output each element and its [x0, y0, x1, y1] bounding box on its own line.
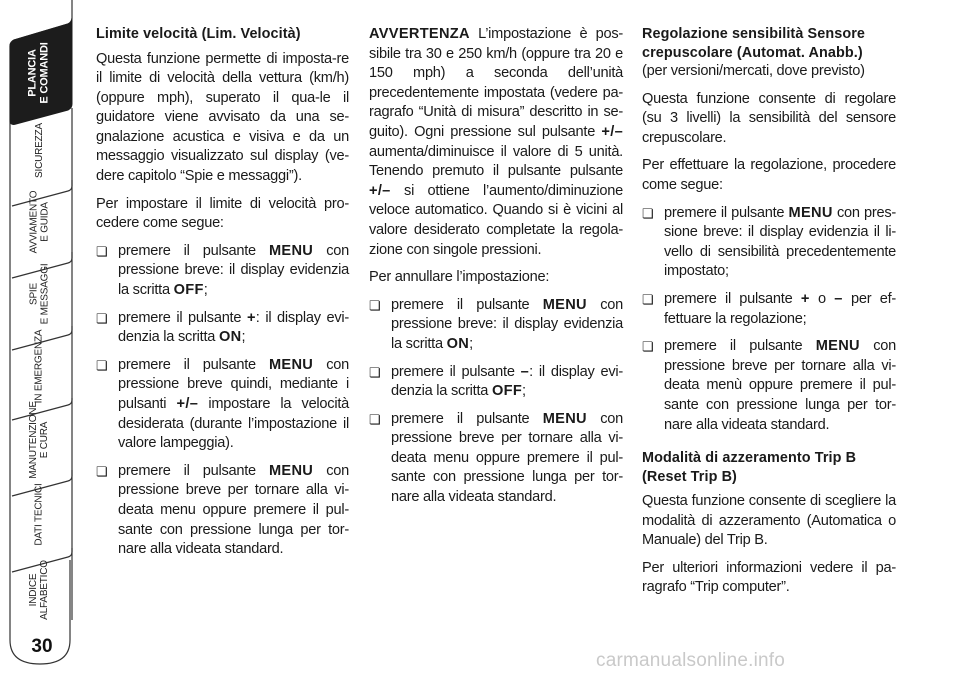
list-item: ❏ premere il pulsante + o – per ef-fettuare la regolazione;	[642, 290, 896, 329]
watermark: carmanualsonline.info	[596, 650, 786, 671]
paragraph: Per effettuare la regolazione, procedere come segue:	[642, 157, 896, 193]
list-item: ❏ premere il pulsante MENU con pressione breve: il display evidenzia la scritta ON;	[369, 296, 623, 355]
tab-plancia-e-comandi[interactable]: PLANCIA E COMANDI	[27, 42, 51, 104]
column-speed-limit	[96, 25, 349, 568]
paragraph: Questa funzione consente di regolare (su 3 livelli) la sensibilità del sensore crepuscolare.	[642, 90, 896, 146]
column-twilight-sensor	[642, 25, 896, 606]
list-item: ❏ premere il pulsante +: il display evi-denzia la scritta ON;	[96, 309, 349, 348]
warning-title: AVVERTENZA	[369, 26, 470, 42]
section-title-speed-limit: Limite velocità (Lim. Velocità)	[96, 26, 301, 42]
list-item: ❏ premere il pulsante MENU con pressione breve per tornare alla vi-deata menù oppure premere il pul-sante con pressione lunga per tor-nare alla videata standard.	[642, 337, 896, 435]
list-item: ❏ premere il pulsante MENU con pressione breve per tornare alla vi-deata menu oppure premere il pul-sante con pressione lunga per tor-nare alla videata standard.	[369, 410, 623, 508]
page-number: 30	[31, 636, 53, 657]
column-warning	[369, 25, 623, 516]
tab-indice-alfabetico[interactable]: INDICE ALFABETICO	[28, 560, 50, 620]
tab-spie-e-messaggi[interactable]: SPIE E MESSAGGI	[27, 263, 50, 325]
list-item: ❏ premere il pulsante MENU con pressione breve per tornare alla vi-deata menu oppure premere il pul-sante con pressione lunga per tor-nare alla videata standard.	[96, 462, 349, 560]
paragraph: Per ulteriori informazioni vedere il pa-ragrafo “Trip computer”.	[642, 559, 896, 596]
warning-paragraph: AVVERTENZA L’impostazione è pos-sibile tra 30 e 250 km/h (oppure tra 20 e 150 mph) a seconda dell’unità precedentemente impostata (vedere pa-ragrafo “Unità di misura” descritto in se-guito). Ogni pressione sul pulsante +/– aumenta/diminuisce il valore di 5 unità. Tenendo premuto il pulsante pulsante +/– si ottiene l’aumento/diminuzione veloce automatico. Quando si è vicini al valore desiderato completate la regola-zione con singole pressioni.	[369, 26, 623, 258]
list-item: ❏ premere il pulsante MENU con pres-sione breve: il display evidenzia il li-vello di sensibilità precedentemente impostato;	[642, 204, 896, 282]
section-subtitle: (per versioni/mercati, dove previsto)	[642, 63, 865, 79]
section-title-trip-reset: Modalità di azzeramento Trip B (Reset Trip B)	[642, 450, 857, 485]
tab-in-emergenza[interactable]: IN EMERGENZA	[33, 329, 45, 403]
tab-sicurezza[interactable]: SICUREZZA	[33, 122, 45, 178]
paragraph: Per annullare l’impostazione:	[369, 269, 550, 286]
paragraph: Per impostare il limite di velocità pro-cedere come segue:	[96, 195, 349, 232]
steps-list	[642, 204, 896, 436]
tab-manutenzione-e-cura[interactable]: MANUTENZIONE E CURA	[28, 401, 51, 479]
steps-list	[96, 242, 349, 560]
tab-dati-tecnici[interactable]: DATI TECNICI	[33, 482, 45, 546]
paragraph: Questa funzione permette di imposta-re il limite di velocità della vettura (km/h) (oppure mph), superato il qua-le il guidatore viene avvisato da una se-gnalazione acustica e visiva e da un messaggio visualizzato sul display (ve-dere capitolo “Spie e messaggi”).	[96, 50, 349, 185]
list-item: ❏ premere il pulsante MENU con pressione breve: il display evidenzia la scritta OFF;	[96, 242, 349, 301]
paragraph: Questa funzione consente di scegliere la modalità di azzeramento (Automatica o Manuale) del Trip B.	[642, 493, 896, 549]
section-title-twilight-sensor: Regolazione sensibilità Sensore crepuscolare (Automat. Anabb.)	[642, 26, 866, 61]
chapter-sidebar	[0, 0, 78, 677]
list-item: ❏ premere il pulsante –: il display evi-denzia la scritta OFF;	[369, 363, 623, 402]
list-item: ❏ premere il pulsante MENU con pressione breve quindi, mediante i pulsanti +/– impostare la velocità desiderata (durante l’impostazione il valore lampeggia).	[96, 356, 349, 454]
steps-list	[369, 296, 623, 508]
tab-avviamento-e-guida[interactable]: AVVIAMENTO E GUIDA	[28, 190, 50, 254]
